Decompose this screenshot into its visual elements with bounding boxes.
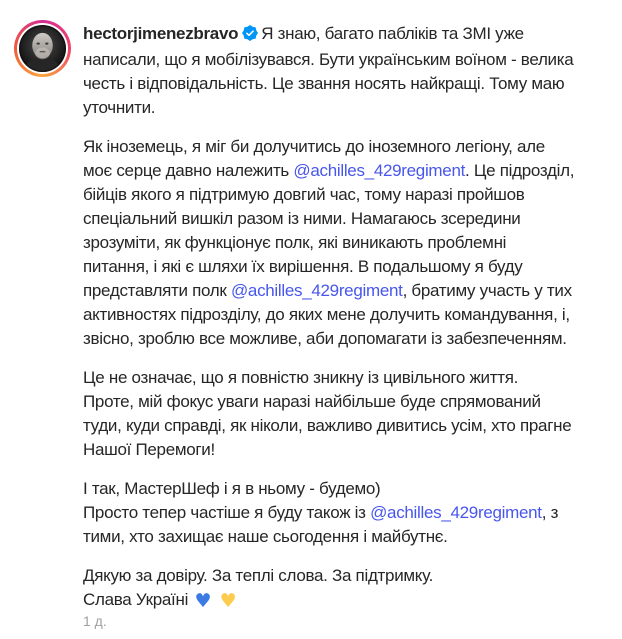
username-link[interactable]: hectorjimenezbravo: [83, 24, 239, 43]
mention-link[interactable]: @achilles_429regiment: [293, 161, 466, 180]
avatar-image: [19, 25, 66, 72]
avatar-ring-gap: [17, 23, 68, 74]
caption-paragraph: [83, 135, 616, 351]
caption-text: І так, МастерШеф і я в ньому - будемо) Просто тепер частіше я буду також із @achilles_429regiment, з тими, хто захищає наше сьогодення і майбутнє.: [83, 479, 559, 546]
mention-link[interactable]: @achilles_429regiment: [370, 503, 542, 522]
caption-paragraph: [83, 564, 616, 612]
post-caption: [83, 22, 616, 612]
avatar[interactable]: [14, 20, 71, 77]
caption-paragraph: [83, 477, 616, 549]
timestamp: 1 д.: [83, 613, 107, 629]
caption-text: Як іноземець, я міг би долучитись до іноземного легіону, але моє серце давно належить @achilles_429regiment. Це підрозділ, бійців якого я підтримую довгий час, тому наразі пройшов спеціальний вишкіл разом із ними. Намагаюсь зсередини зрозуміти, як функціонує полк, які виникають проблемні питання, і які є шляхи їх вирішення. В подальшому я буду представляти полк @achilles_429regiment, братиму участь у тих активностях підрозділу, до яких мене долучить командування, і, звісно, зроблю все можливе, аби допомагати із забезпеченням.: [83, 137, 575, 348]
verified-badge-icon: [242, 24, 258, 48]
caption-text: Це не означає, що я повністю зникну із цивільного життя. Проте, мій фокус уваги наразі найбільше буде спрямований туди, куди справді, як ніколи, важливо дивитись усім, хто прагне Нашої Перемоги!: [83, 368, 572, 459]
heart-blue-icon: ♥: [194, 590, 212, 612]
heart-yellow-icon: ♥: [219, 590, 237, 612]
mention-link[interactable]: @achilles_429regiment: [230, 281, 403, 300]
caption-paragraph: [83, 366, 616, 462]
caption-text: Дякую за довіру. За теплі слова. За підтримку. Слава Україні ♥ ♥: [83, 566, 434, 612]
caption-text: Я знаю, багато пабліків та ЗМІ уже написали, що я мобілізувався. Бути українським воїном - велика честь і відповідальність. Це звання носять найкращі. Тому маю уточнити.: [83, 24, 574, 117]
caption-paragraph: [83, 22, 616, 120]
